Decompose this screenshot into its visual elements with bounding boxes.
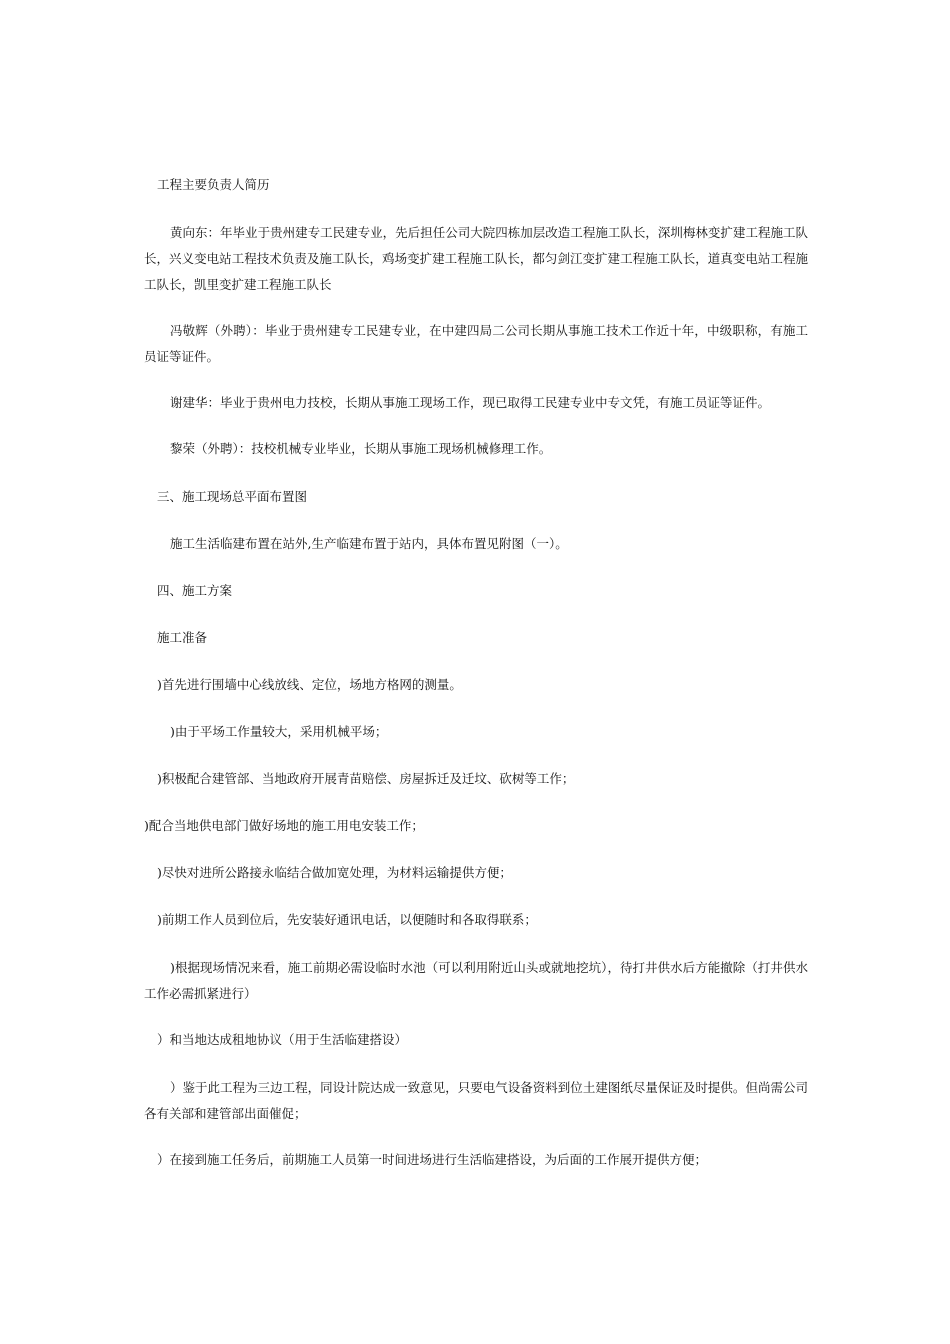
prep-item: )首先进行围墙中心线放线、定位，场地方格网的测量。 xyxy=(157,677,462,692)
prep-item-design: ）鉴于此工程为三边工程，同设计院达成一致意见，只要电气设备资料到位土建图纸尽量保证及时提供。但尚需公司各有关部和建管部出面催促； xyxy=(144,1080,808,1121)
section-heading-construction-plan: 四、施工方案 xyxy=(157,583,233,598)
heading-responsible-persons: 工程主要负责人简历 xyxy=(157,177,270,192)
prep-item-water: )根据现场情况来看，施工前期必需设临时水池（可以利用附近山头或就地挖坑），待打井供水后方能撤除（打井供水工作必需抓紧进行） xyxy=(144,960,808,1001)
prep-item: )由于平场工作量较大，采用机械平场； xyxy=(170,724,388,739)
bio-feng-jinghui: 冯敬辉（外聘）：毕业于贵州建专工民建专业，在中建四局二公司长期从事施工技术工作近十年，中级职称，有施工员证等证件。 xyxy=(144,323,808,364)
section-heading-site-layout: 三、施工现场总平面布置图 xyxy=(157,489,308,504)
prep-item: )前期工作人员到位后，先安装好通讯电话，以便随时和各取得联系； xyxy=(157,912,537,927)
bio-li-rong: 黎荣（外聘）：技校机械专业毕业，长期从事施工现场机械修理工作。 xyxy=(170,441,552,456)
prep-item: ）和当地达成租地协议（用于生活临建搭设） xyxy=(157,1032,408,1047)
prep-item: )积极配合建管部、当地政府开展青苗赔偿、房屋拆迁及迁坟、砍树等工作； xyxy=(157,771,575,786)
prep-item: ）在接到施工任务后，前期施工人员第一时间进场进行生活临建搭设，为后面的工作展开提供方便； xyxy=(157,1152,708,1167)
bio-xie-jianhua: 谢建华：毕业于贵州电力技校，长期从事施工现场工作，现已取得工民建专业中专文凭，有施工员证等证件。 xyxy=(170,395,771,410)
prep-item: )配合当地供电部门做好场地的施工用电安装工作； xyxy=(144,818,424,833)
subheading-preparation: 施工准备 xyxy=(157,630,208,645)
bio-huang-xiangdong: 黄向东：年毕业于贵州建专工民建专业，先后担任公司大院四栋加层改造工程施工队长，深圳梅林变扩建工程施工队长，兴义变电站工程技术负责及施工队长，鸡场变扩建工程施工队长，都匀剑江变扩建工程施工队长，道真变电站工程施工队长，凯里变扩建工程施工队长 xyxy=(144,225,808,292)
site-layout-text: 施工生活临建布置在站外,生产临建布置于站内，具体布置见附图（一）。 xyxy=(170,536,568,551)
prep-item: )尽快对进所公路接永临结合做加宽处理，为材料运输提供方便； xyxy=(157,865,512,880)
